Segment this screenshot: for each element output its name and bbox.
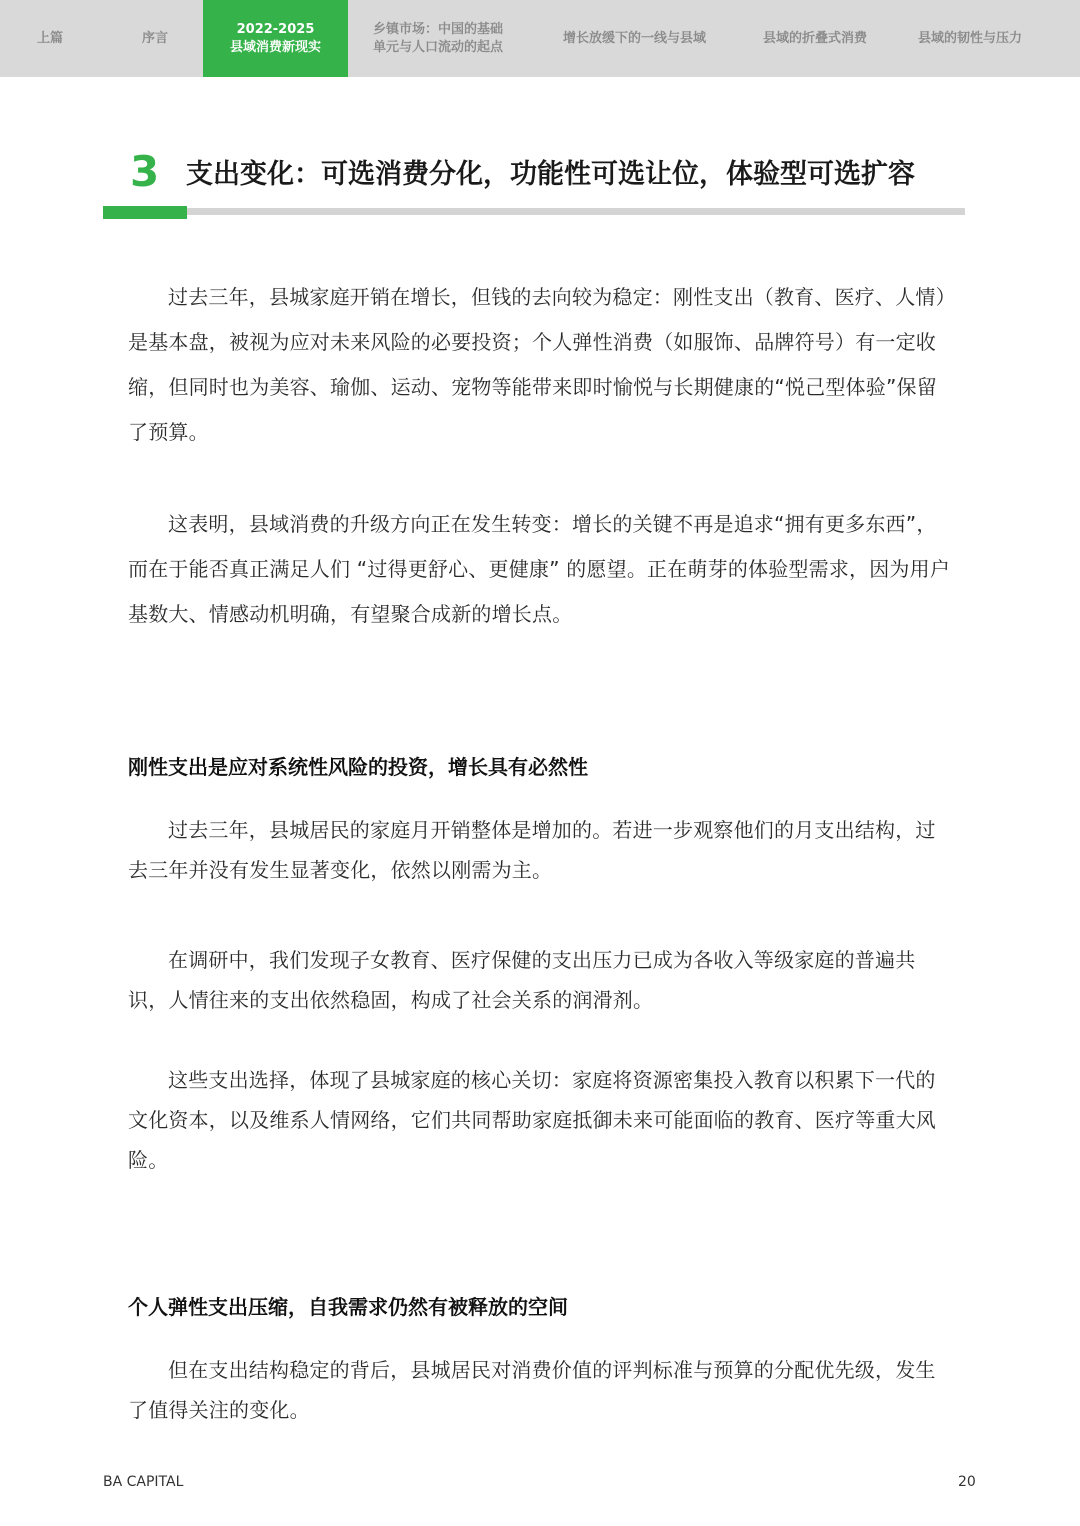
section-divider-accent <box>103 206 187 219</box>
section-divider <box>103 208 965 215</box>
nav-tab-folded-consumption[interactable] <box>763 0 867 77</box>
footer-page-number: 20 <box>958 1474 976 1490</box>
nav-tab-label-line2: 单元与人口流动的起点 <box>373 39 504 55</box>
footer-brand: BA CAPITAL <box>103 1474 184 1490</box>
nav-tab-preface[interactable] <box>142 0 168 77</box>
nav-tab-label: 序言 <box>142 30 169 46</box>
subheading-elastic-spending: 个人弹性支出压缩，自我需求仍然有被释放的空间 <box>128 1295 568 1319</box>
paragraph-upgrade-direction: 这表明，县域消费的升级方向正在发生转变：增长的关键不再是追求“拥有更多东西”，而在于能否真正满足人们 “过得更舒心、更健康” 的愿望。正在萌芽的体验型需求，因为用户基数大、情感动机明确，有望聚合成新的增长点。 <box>128 512 951 626</box>
nav-tab-part-one[interactable] <box>37 0 63 77</box>
nav-tab-label: 增长放缓下的一线与县域 <box>563 30 707 46</box>
nav-tab-label: 县域的折叠式消费 <box>763 30 868 46</box>
paragraph-value-shift: 但在支出结构稳定的背后，县城居民对消费价值的评判标准与预算的分配优先级，发生了值得关注的变化。 <box>128 1358 936 1422</box>
nav-tab-tier1-and-county[interactable] <box>563 0 706 77</box>
section-title: 支出变化：可选消费分化，功能性可选让位，体验型可选扩容 <box>186 159 915 190</box>
nav-tab-label: 上篇 <box>37 30 64 46</box>
paragraph-core-concerns: 这些支出选择，体现了县城家庭的核心关切：家庭将资源密集投入教育以积累下一代的文化资本，以及维系人情网络，它们共同帮助家庭抵御未来可能面临的教育、医疗等重大风险。 <box>128 1068 936 1172</box>
nav-tab-county-consumption-reality[interactable] <box>203 0 348 77</box>
top-navigation-bar <box>0 0 1080 77</box>
nav-tab-label-line2: 县域消费新现实 <box>229 39 321 55</box>
paragraph-survey-findings: 在调研中，我们发现子女教育、医疗保健的支出压力已成为各收入等级家庭的普遍共识，人情往来的支出依然稳固，构成了社会关系的润滑剂。 <box>128 948 916 1012</box>
subheading-rigid-spending: 刚性支出是应对系统性风险的投资，增长具有必然性 <box>128 755 588 779</box>
nav-tab-resilience-pressure[interactable] <box>918 0 1022 77</box>
section-number: 3 <box>130 147 160 196</box>
paragraph-intro: 过去三年，县城家庭开销在增长，但钱的去向较为稳定：刚性支出（教育、医疗、人情）是基本盘，被视为应对未来风险的必要投资；个人弹性消费（如服饰、品牌符号）有一定收缩，但同时也为美容、瑜伽、运动、宠物等能带来即时愉悦与长期健康的“悦己型体验”保留了预算。 <box>128 285 946 444</box>
paragraph-monthly-spending: 过去三年，县城居民的家庭月开销整体是增加的。若进一步观察他们的月支出结构，过去三年并没有发生显著变化，依然以刚需为主。 <box>128 818 936 882</box>
nav-tab-label-line1: 乡镇市场：中国的基础 <box>373 21 504 37</box>
nav-tab-label-line1: 2022-2025 <box>236 21 315 37</box>
nav-tab-township-market[interactable] <box>373 0 503 77</box>
nav-tab-label: 县域的韧性与压力 <box>918 30 1023 46</box>
